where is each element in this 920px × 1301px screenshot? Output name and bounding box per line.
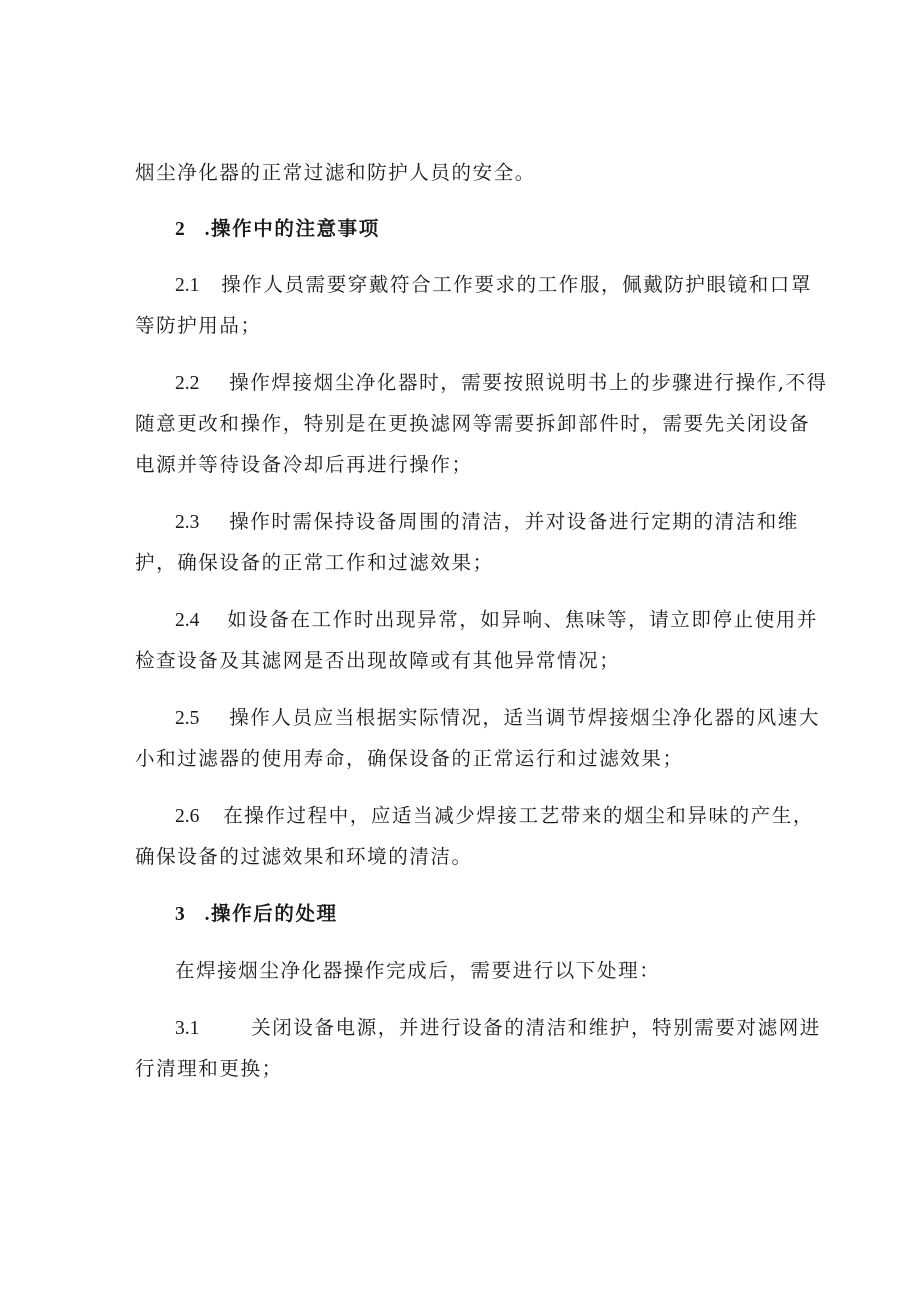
- item-text: 操作焊接烟尘净化器时，需要按照说明书上的步骤进行操作,不得: [229, 371, 828, 394]
- section-number: 3: [175, 904, 185, 925]
- item-text: 检查设备及其滤网是否出现故障或有其他异常情况；: [135, 649, 621, 672]
- list-item-2-4-continuation: [135, 651, 620, 671]
- section-title: .操作后的处理: [204, 904, 338, 925]
- list-item-2-5-continuation: [135, 749, 684, 769]
- section-number: 2: [175, 219, 185, 240]
- list-item-2-6: [175, 806, 814, 827]
- item-text: 护，确保设备的正常工作和过滤效果；: [135, 551, 494, 574]
- list-item-2-1: [175, 275, 812, 296]
- item-text: 在操作过程中，应适当减少焊接工艺带来的烟尘和异味的产生，: [223, 804, 814, 827]
- item-number: 2.6: [175, 806, 200, 827]
- item-text: 关闭设备电源，并进行设备的清洁和维护，特别需要对滤网进: [251, 1016, 821, 1039]
- list-item-3-1: [175, 1018, 821, 1039]
- item-text: 确保设备的过滤效果和环境的清洁。: [135, 845, 473, 868]
- list-item-2-3: [175, 512, 799, 533]
- item-number: 2.2: [175, 373, 200, 394]
- item-number: 2.5: [175, 708, 200, 729]
- paragraph-text: 在焊接烟尘净化器操作完成后，需要进行以下处理：: [175, 959, 661, 982]
- paragraph-continuation: [135, 163, 536, 183]
- item-number: 2.3: [175, 512, 200, 533]
- item-number: 2.1: [175, 275, 200, 296]
- list-item-2-5: [175, 708, 820, 729]
- list-item-2-2: [175, 373, 828, 394]
- item-text: 小和过滤器的使用寿命，确保设备的正常运行和过滤效果；: [135, 747, 684, 770]
- list-item-2-2-continuation: [135, 414, 810, 434]
- item-text: 等防护用品；: [135, 314, 262, 337]
- item-text: 随意更改和操作，特别是在更换滤网等需要拆卸部件时，需要先关闭设备: [135, 412, 811, 435]
- paragraph-intro: [175, 961, 660, 981]
- item-text: 电源并等待设备冷却后再进行操作；: [135, 453, 473, 476]
- list-item-2-3-continuation: [135, 553, 494, 573]
- item-number: 2.4: [175, 610, 200, 631]
- section-heading-3: [175, 904, 338, 925]
- section-heading-2: [175, 219, 380, 240]
- section-title: .操作中的注意事项: [204, 219, 380, 240]
- list-item-2-6-continuation: [135, 847, 473, 867]
- list-item-2-2-continuation: [135, 455, 473, 475]
- item-number: 3.1: [175, 1018, 200, 1039]
- paragraph-text: 烟尘净化器的正常过滤和防护人员的安全。: [135, 161, 536, 184]
- list-item-3-1-continuation: [135, 1059, 283, 1079]
- list-item-2-4: [175, 610, 818, 631]
- item-text: 操作人员应当根据实际情况，适当调节焊接烟尘净化器的风速大: [229, 706, 820, 729]
- item-text: 如设备在工作时出现异常，如异响、焦味等，请立即停止使用并: [227, 608, 818, 631]
- item-text: 操作时需保持设备周围的清洁，并对设备进行定期的清洁和维: [229, 510, 799, 533]
- item-text: 行清理和更换；: [135, 1057, 283, 1080]
- list-item-2-1-continuation: [135, 316, 262, 336]
- item-text: 操作人员需要穿戴符合工作要求的工作服，佩戴防护眼镜和口罩: [221, 273, 812, 296]
